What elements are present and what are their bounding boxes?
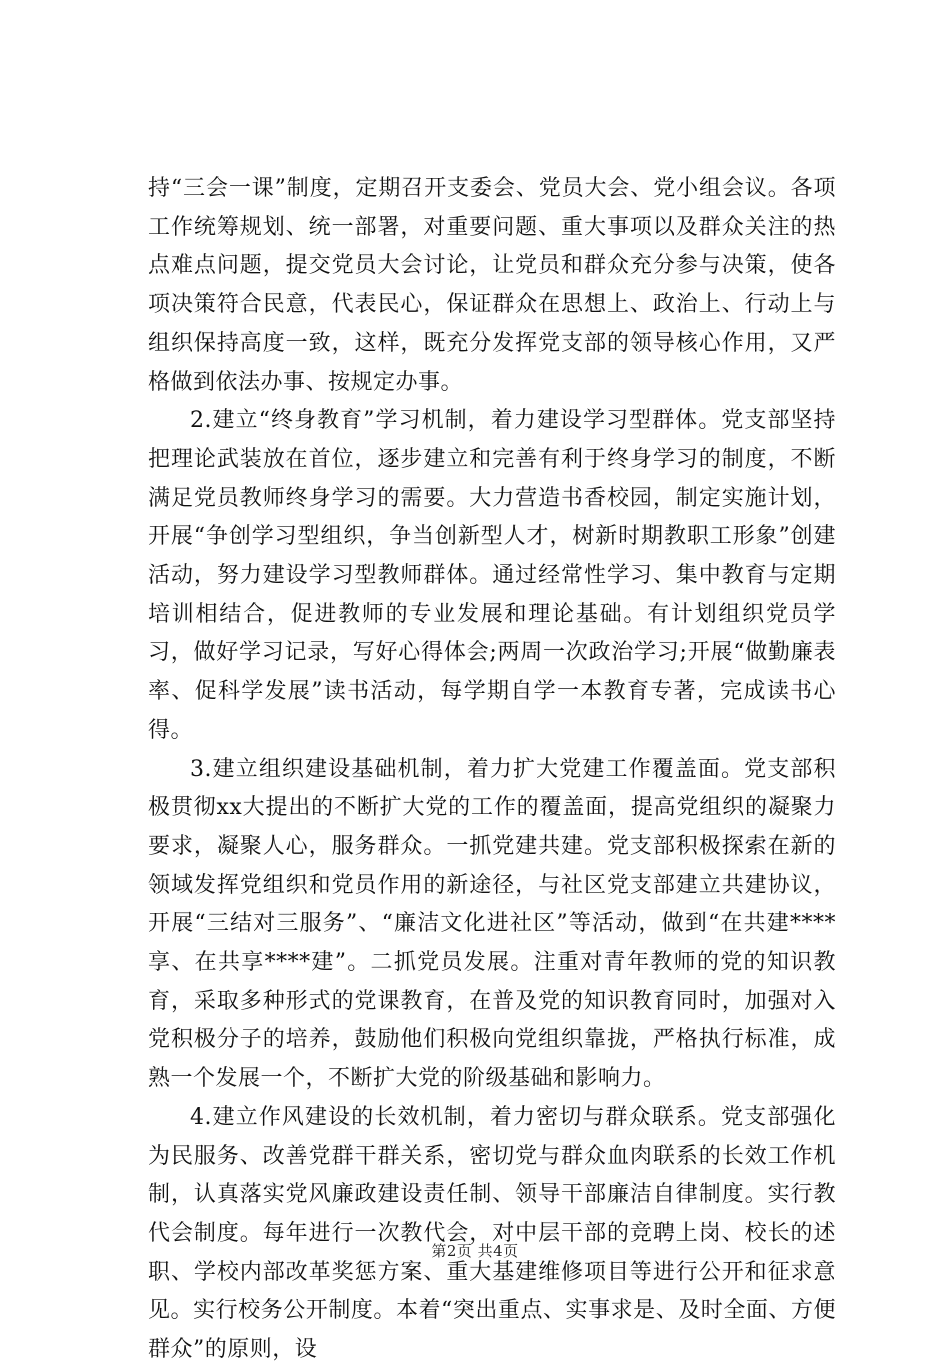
paragraph-item-4: 4.建立作风建设的长效机制，着力密切与群众联系。党支部强化为民服务、改善党群干群关系，密切党与群众血肉联系的长效工作机制，认真落实党风廉政建设责任制、领导干部廉洁自律制度。实行教代会制度。每年进行一次教代会，对中层干部的竞聘上岗、校长的述职、学校内部改革奖惩方案、重大基建维修项目等进行公开和征求意见。实行校务公开制度。本着“突出重点、实事求是、及时全面、方便群众”的原则，设 — [148, 1104, 836, 1363]
document-body — [148, 170, 836, 1370]
page-number-footer: 第2页 共4页 — [431, 1242, 519, 1260]
paragraph-continuation: 持“三会一课”制度，定期召开支委会、党员大会、党小组会议。各项工作统筹规划、统一部署，对重要问题、重大事项以及群众关注的热点难点问题，提交党员大会讨论，让党员和群众充分参与决策，使各项决策符合民意，代表民心，保证群众在思想上、政治上、行动上与组织保持高度一致，这样，既充分发挥党支部的领导核心作用，又严格做到依法办事、按规定办事。 — [148, 176, 836, 395]
paragraph-item-2: 2.建立“终身教育”学习机制，着力建设学习型群体。党支部坚持把理论武装放在首位，逐步建立和完善有利于终身学习的制度，不断满足党员教师终身学习的需要。大力营造书香校园，制定实施计划，开展“争创学习型组织，争当创新型人才，树新时期教职工形象”创建活动，努力建设学习型教师群体。通过经常性学习、集中教育与定期培训相结合，促进教师的专业发展和理论基础。有计划组织党员学习，做好学习记录，写好心得体会;两周一次政治学习;开展“做勤廉表率、促科学发展”读书活动，每学期自学一本教育专著，完成读书心得。 — [148, 408, 836, 743]
paragraph-item-3: 3.建立组织建设基础机制，着力扩大党建工作覆盖面。党支部积极贯彻xx大提出的不断扩大党的工作的覆盖面，提高党组织的凝聚力要求，凝聚人心，服务群众。一抓党建共建。党支部积极探索在新的领域发挥党组织和党员作用的新途径，与社区党支部建立共建协议，开展“三结对三服务”、“廉洁文化进社区”等活动，做到“在共建****享、在共享****建”。二抓党员发展。注重对青年教师的党的知识教育，采取多种形式的党课教育，在普及党的知识教育同时，加强对入党积极分子的培养，鼓励他们积极向党组织靠拢，严格执行标准，成熟一个发展一个，不断扩大党的阶级基础和影响力。 — [148, 756, 836, 1092]
